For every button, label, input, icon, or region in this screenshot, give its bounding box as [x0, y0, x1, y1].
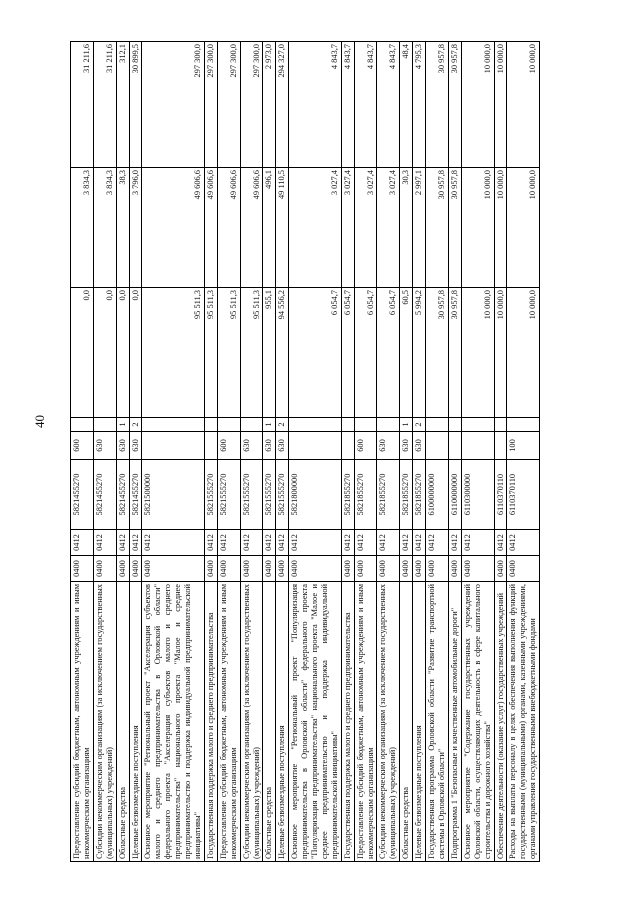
subsection-code-cell: 0412: [263, 530, 276, 556]
target-article-cell: 5821855270: [354, 460, 377, 530]
section-code-cell: 0400: [341, 556, 354, 582]
amount-year3-cell: 30 957,8: [448, 42, 461, 168]
target-article-cell: 5821855270: [413, 460, 426, 530]
expense-type-cell: 600: [217, 432, 240, 460]
expense-name-cell: Субсидии некоммерческим организациям (за исключением государственных (муниципальных) учреждений): [93, 582, 116, 862]
amount-year2-cell: 3 834,3: [71, 168, 94, 288]
target-article-cell: 6110000000: [448, 460, 461, 530]
expense-type-cell: [341, 432, 354, 460]
table-row: [400, 42, 413, 862]
amount-year2-cell: 3 027,4: [341, 168, 354, 288]
table-row: [494, 42, 507, 862]
expense-name-cell: Обеспечение деятельности (оказание услуг) государственных учреждений: [494, 582, 507, 862]
amount-year1-cell: 10 000,0: [494, 288, 507, 418]
source-mark-cell: [448, 418, 461, 432]
subsection-code-cell: 0412: [129, 530, 142, 556]
amount-year1-cell: 5 994,2: [413, 288, 426, 418]
amount-year3-cell: 4 843,7: [354, 42, 377, 168]
expense-type-cell: 630: [129, 432, 142, 460]
target-article-cell: 5821555270: [240, 460, 263, 530]
expense-name-cell: Целевые безвозмездные поступления: [413, 582, 426, 862]
section-code-cell: 0400: [461, 556, 494, 582]
table-row: [354, 42, 377, 862]
source-mark-cell: 2: [276, 418, 289, 432]
subsection-code-cell: 0412: [461, 530, 494, 556]
expense-name-cell: Областные средства: [116, 582, 129, 862]
source-mark-cell: 2: [129, 418, 142, 432]
amount-year1-cell: 6 054,7: [341, 288, 354, 418]
table-row: [507, 42, 540, 862]
budget-table-rotated: [70, 42, 580, 862]
subsection-code-cell: 0412: [240, 530, 263, 556]
table-row: [142, 42, 204, 862]
source-mark-cell: [341, 418, 354, 432]
amount-year2-cell: 10 000,0: [461, 168, 494, 288]
section-code-cell: 0400: [71, 556, 94, 582]
subsection-code-cell: 0412: [413, 530, 426, 556]
table-row: [461, 42, 494, 862]
source-mark-cell: [142, 418, 204, 432]
amount-year3-cell: 297 300,0: [142, 42, 204, 168]
amount-year1-cell: 95 511,3: [240, 288, 263, 418]
amount-year1-cell: 6 054,7: [377, 288, 400, 418]
page-number: 40: [32, 415, 47, 428]
subsection-code-cell: 0412: [71, 530, 94, 556]
amount-year2-cell: 49 110,5: [276, 168, 289, 288]
subsection-code-cell: 0412: [204, 530, 217, 556]
section-code-cell: 0400: [93, 556, 116, 582]
amount-year2-cell: 496,1: [263, 168, 276, 288]
amount-year3-cell: 30 899,5: [129, 42, 142, 168]
expense-name-cell: Государственная программа Орловской области "Развитие транспортной системы в Орловской области": [426, 582, 449, 862]
amount-year3-cell: 4 843,7: [341, 42, 354, 168]
target-article-cell: 5821555270: [263, 460, 276, 530]
section-code-cell: 0400: [217, 556, 240, 582]
expense-type-cell: 630: [263, 432, 276, 460]
expense-name-cell: Основное мероприятие "Содержание государственных учреждений Орловской области, осуществляющих деятельность в сфере капитального строительства и дорожного хозяйства": [461, 582, 494, 862]
expense-type-cell: 630: [240, 432, 263, 460]
expense-name-cell: Предоставление субсидий бюджетным, автономным учреждениям и иным некоммерческим организациям: [354, 582, 377, 862]
amount-year3-cell: 4 843,7: [377, 42, 400, 168]
section-code-cell: 0400: [377, 556, 400, 582]
target-article-cell: 5821855270: [400, 460, 413, 530]
amount-year3-cell: 297 300,0: [240, 42, 263, 168]
target-article-cell: 5821500000: [142, 460, 204, 530]
table-row: [263, 42, 276, 862]
amount-year2-cell: 10 000,0: [507, 168, 540, 288]
amount-year1-cell: 30 957,8: [448, 288, 461, 418]
amount-year1-cell: 0,0: [71, 288, 94, 418]
target-article-cell: 5821555270: [276, 460, 289, 530]
amount-year3-cell: 2 973,0: [263, 42, 276, 168]
source-mark-cell: 1: [263, 418, 276, 432]
expense-name-cell: Государственная поддержка малого и среднего предпринимательства: [341, 582, 354, 862]
amount-year2-cell: 49 606,6: [240, 168, 263, 288]
amount-year2-cell: 3 834,3: [93, 168, 116, 288]
table-row: [413, 42, 426, 862]
table-row: [289, 42, 342, 862]
subsection-code-cell: 0412: [289, 530, 342, 556]
target-article-cell: 5821455270: [93, 460, 116, 530]
source-mark-cell: 1: [400, 418, 413, 432]
section-code-cell: 0400: [448, 556, 461, 582]
expense-type-cell: [142, 432, 204, 460]
amount-year2-cell: 38,3: [116, 168, 129, 288]
section-code-cell: 0400: [413, 556, 426, 582]
table-row: [116, 42, 129, 862]
section-code-cell: 0400: [263, 556, 276, 582]
expense-type-cell: 600: [354, 432, 377, 460]
source-mark-cell: [217, 418, 240, 432]
target-article-cell: 5821555270: [217, 460, 240, 530]
amount-year3-cell: 297 300,0: [217, 42, 240, 168]
amount-year1-cell: 30 957,8: [426, 288, 449, 418]
source-mark-cell: [377, 418, 400, 432]
expense-name-cell: Предоставление субсидий бюджетным, автономным учреждениям и иным некоммерческим организациям: [71, 582, 94, 862]
amount-year2-cell: 49 606,6: [204, 168, 217, 288]
amount-year3-cell: 312,1: [116, 42, 129, 168]
table-row: [377, 42, 400, 862]
section-code-cell: 0400: [507, 556, 540, 582]
subsection-code-cell: 0412: [494, 530, 507, 556]
target-article-cell: 5821555270: [204, 460, 217, 530]
amount-year2-cell: 49 606,6: [217, 168, 240, 288]
expense-type-cell: [461, 432, 494, 460]
expense-name-cell: Целевые безвозмездные поступления: [276, 582, 289, 862]
amount-year3-cell: 4 795,3: [413, 42, 426, 168]
amount-year3-cell: 297 300,0: [204, 42, 217, 168]
amount-year2-cell: 30 957,8: [448, 168, 461, 288]
amount-year2-cell: 3 796,0: [129, 168, 142, 288]
source-mark-cell: [507, 418, 540, 432]
amount-year3-cell: 10 000,0: [507, 42, 540, 168]
amount-year3-cell: 31 211,6: [93, 42, 116, 168]
subsection-code-cell: 0412: [448, 530, 461, 556]
section-code-cell: 0400: [426, 556, 449, 582]
table-row: [448, 42, 461, 862]
amount-year1-cell: 955,1: [263, 288, 276, 418]
expense-name-cell: Расходы на выплаты персоналу в целях обеспечения выполнения функций государственными (муниципальными) органами, казенными учреждениями, органами управления государственными внебюджетными фондами: [507, 582, 540, 862]
expense-name-cell: Предоставление субсидий бюджетным, автономным учреждениям и иным некоммерческим организациям: [217, 582, 240, 862]
table-row: [71, 42, 94, 862]
subsection-code-cell: 0412: [142, 530, 204, 556]
expense-type-cell: [494, 432, 507, 460]
source-mark-cell: [93, 418, 116, 432]
target-article-cell: 5821855270: [341, 460, 354, 530]
amount-year1-cell: 95 511,3: [217, 288, 240, 418]
table-row: [240, 42, 263, 862]
expense-name-cell: Основное мероприятие "Региональный проект "Акселерация субъектов малого и среднего предпринимательства в Орловской области" федерального проекта "Акселерация субъектов малого и среднего предпринимательства" национального проекта "Малое и среднее предпринимательство и поддержка индивидуальной предпринимательской инициативы": [142, 582, 204, 862]
amount-year2-cell: 3 027,4: [354, 168, 377, 288]
table-row: [341, 42, 354, 862]
expense-name-cell: Подпрограмма 1 "Безопасные и качественные автомобильные дороги": [448, 582, 461, 862]
amount-year1-cell: 0,0: [116, 288, 129, 418]
expense-name-cell: Областные средства: [263, 582, 276, 862]
amount-year3-cell: 294 327,0: [276, 42, 289, 168]
section-code-cell: 0400: [129, 556, 142, 582]
target-article-cell: 5821455270: [116, 460, 129, 530]
amount-year2-cell: 30 957,8: [426, 168, 449, 288]
section-code-cell: 0400: [354, 556, 377, 582]
subsection-code-cell: 0412: [93, 530, 116, 556]
subsection-code-cell: 0412: [116, 530, 129, 556]
section-code-cell: 0400: [276, 556, 289, 582]
section-code-cell: 0400: [142, 556, 204, 582]
amount-year3-cell: 10 000,0: [461, 42, 494, 168]
target-article-cell: 6100000000: [426, 460, 449, 530]
amount-year2-cell: 30,3: [400, 168, 413, 288]
amount-year1-cell: 10 000,0: [507, 288, 540, 418]
section-code-cell: 0400: [494, 556, 507, 582]
target-article-cell: 6110370110: [494, 460, 507, 530]
source-mark-cell: [71, 418, 94, 432]
expense-name-cell: Субсидии некоммерческим организациям (за исключением государственных (муниципальных) учреждений): [240, 582, 263, 862]
expense-type-cell: 630: [413, 432, 426, 460]
source-mark-cell: [240, 418, 263, 432]
table-row: [129, 42, 142, 862]
section-code-cell: 0400: [400, 556, 413, 582]
amount-year3-cell: 10 000,0: [494, 42, 507, 168]
subsection-code-cell: 0412: [377, 530, 400, 556]
amount-year1-cell: 10 000,0: [461, 288, 494, 418]
amount-year1-cell: 95 511,3: [204, 288, 217, 418]
section-code-cell: 0400: [204, 556, 217, 582]
source-mark-cell: [461, 418, 494, 432]
subsection-code-cell: 0412: [276, 530, 289, 556]
expense-name-cell: Субсидии некоммерческим организациям (за исключением государственных (муниципальных) учреждений): [377, 582, 400, 862]
target-article-cell: 6110300000: [461, 460, 494, 530]
target-article-cell: 6110370110: [507, 460, 540, 530]
expense-type-cell: 600: [71, 432, 94, 460]
amount-year1-cell: 95 511,3: [142, 288, 204, 418]
target-article-cell: 5821455270: [129, 460, 142, 530]
expense-type-cell: 100: [507, 432, 540, 460]
section-code-cell: 0400: [240, 556, 263, 582]
amount-year3-cell: 4 843,7: [289, 42, 342, 168]
amount-year2-cell: 49 606,6: [142, 168, 204, 288]
amount-year1-cell: 0,0: [129, 288, 142, 418]
amount-year3-cell: 30 957,8: [426, 42, 449, 168]
source-mark-cell: [426, 418, 449, 432]
expense-type-cell: 630: [400, 432, 413, 460]
table-row: [217, 42, 240, 862]
subsection-code-cell: 0412: [217, 530, 240, 556]
expense-type-cell: 630: [116, 432, 129, 460]
amount-year2-cell: 2 997,1: [413, 168, 426, 288]
amount-year2-cell: 3 027,4: [377, 168, 400, 288]
table-row: [426, 42, 449, 862]
source-mark-cell: 1: [116, 418, 129, 432]
amount-year2-cell: 10 000,0: [494, 168, 507, 288]
table-row: [276, 42, 289, 862]
expense-name-cell: Основное мероприятие "Региональный проект "Популяризация предпринимательства в Орловской области" федерального проекта "Популяризация предпринимательства" национального проекта "Малое и среднее предпринимательство и поддержка индивидуальной предпринимательской инициативы": [289, 582, 342, 862]
subsection-code-cell: 0412: [426, 530, 449, 556]
source-mark-cell: 2: [413, 418, 426, 432]
section-code-cell: 0400: [116, 556, 129, 582]
source-mark-cell: [494, 418, 507, 432]
source-mark-cell: [204, 418, 217, 432]
amount-year1-cell: 0,0: [93, 288, 116, 418]
section-code-cell: 0400: [289, 556, 342, 582]
target-article-cell: 5821855270: [377, 460, 400, 530]
target-article-cell: 5821455270: [71, 460, 94, 530]
table-body: [71, 42, 540, 862]
target-article-cell: 5821800000: [289, 460, 342, 530]
amount-year3-cell: 48,4: [400, 42, 413, 168]
expense-type-cell: [448, 432, 461, 460]
amount-year3-cell: 31 211,6: [71, 42, 94, 168]
expense-type-cell: [426, 432, 449, 460]
budget-table: [70, 41, 540, 862]
expense-name-cell: Областные средства: [400, 582, 413, 862]
expense-type-cell: [289, 432, 342, 460]
expense-name-cell: Государственная поддержка малого и среднего предпринимательства: [204, 582, 217, 862]
table-row: [93, 42, 116, 862]
subsection-code-cell: 0412: [507, 530, 540, 556]
expense-type-cell: 630: [276, 432, 289, 460]
source-mark-cell: [289, 418, 342, 432]
amount-year1-cell: 94 556,2: [276, 288, 289, 418]
subsection-code-cell: 0412: [354, 530, 377, 556]
amount-year1-cell: 6 054,7: [354, 288, 377, 418]
subsection-code-cell: 0412: [400, 530, 413, 556]
subsection-code-cell: 0412: [341, 530, 354, 556]
expense-type-cell: 630: [377, 432, 400, 460]
expense-name-cell: Целевые безвозмездные поступления: [129, 582, 142, 862]
expense-type-cell: [204, 432, 217, 460]
expense-type-cell: 630: [93, 432, 116, 460]
amount-year1-cell: 60,5: [400, 288, 413, 418]
source-mark-cell: [354, 418, 377, 432]
table-row: [204, 42, 217, 862]
amount-year2-cell: 3 027,4: [289, 168, 342, 288]
amount-year1-cell: 6 054,7: [289, 288, 342, 418]
